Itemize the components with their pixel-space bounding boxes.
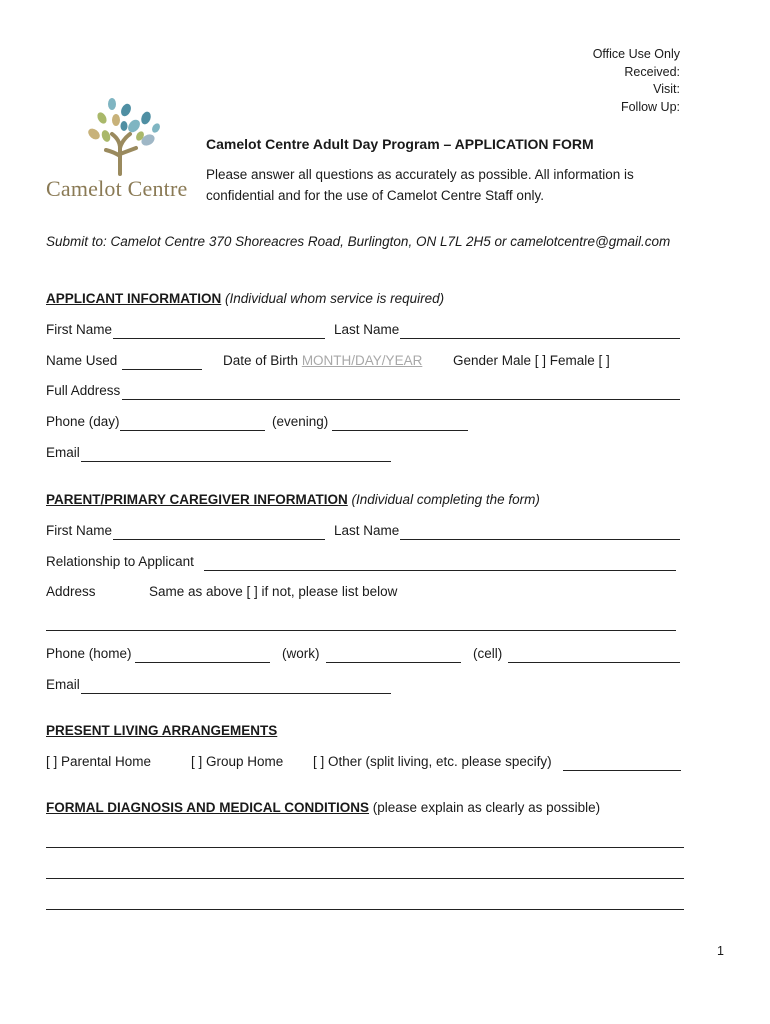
applicant-email-field[interactable] xyxy=(81,461,391,462)
office-use-title: Office Use Only xyxy=(592,47,680,61)
applicant-heading: APPLICANT INFORMATION xyxy=(46,291,222,306)
caregiver-email-field[interactable] xyxy=(81,693,391,694)
phone-evening-label: (evening) xyxy=(272,414,329,429)
applicant-first-name-label: First Name xyxy=(46,322,113,337)
gender-options[interactable]: Gender Male [ ] Female [ ] xyxy=(453,353,610,368)
caregiver-heading-row xyxy=(46,492,540,507)
phone-cell-field[interactable] xyxy=(508,662,680,663)
tree-logo-icon xyxy=(68,96,178,176)
office-visit-label: Visit: xyxy=(653,82,680,96)
phone-work-label: (work) xyxy=(282,646,320,661)
relationship-field[interactable] xyxy=(204,570,676,571)
caregiver-address-field[interactable] xyxy=(46,630,676,631)
caregiver-subheading: (Individual completing the form) xyxy=(351,492,540,507)
office-use-block xyxy=(593,46,680,116)
name-used-field[interactable] xyxy=(122,369,202,370)
living-heading: PRESENT LIVING ARRANGEMENTS xyxy=(46,723,278,738)
intro-line-2: confidential and for the use of Camelot Centre Staff only. xyxy=(206,188,544,203)
diagnosis-line-3[interactable] xyxy=(46,909,684,910)
dob-field[interactable]: MONTH/DAY/YEAR xyxy=(301,353,423,368)
phone-cell-label: (cell) xyxy=(473,646,503,661)
other-option[interactable]: [ ] Other (split living, etc. please specify) xyxy=(313,754,552,769)
page-number: 1 xyxy=(717,944,724,958)
form-title: Camelot Centre Adult Day Program – APPLICATION FORM xyxy=(206,136,594,152)
relationship-label: Relationship to Applicant xyxy=(46,554,194,569)
phone-day-label: Phone (day) xyxy=(46,414,120,429)
other-specify-field[interactable] xyxy=(563,770,681,771)
logo-text: Camelot Centre xyxy=(46,176,188,201)
office-follow-up-label: Follow Up: xyxy=(620,99,680,114)
diagnosis-subheading: (please explain as clearly as possible) xyxy=(372,800,601,815)
phone-work-field[interactable] xyxy=(326,662,461,663)
applicant-last-name-label: Last Name xyxy=(334,322,400,337)
parental-home-option[interactable]: [ ] Parental Home xyxy=(46,754,152,769)
phone-day-field[interactable] xyxy=(120,430,265,431)
applicant-first-name-field[interactable] xyxy=(113,338,325,339)
caregiver-email-label: Email xyxy=(46,677,80,692)
same-as-above-option[interactable]: Same as above [ ] if not, please list below xyxy=(149,584,398,599)
diagnosis-line-1[interactable] xyxy=(46,847,684,848)
diagnosis-heading: FORMAL DIAGNOSIS AND MEDICAL CONDITIONS xyxy=(46,800,370,815)
full-address-label: Full Address xyxy=(46,383,121,398)
caregiver-last-name-field[interactable] xyxy=(400,539,680,540)
caregiver-address-label: Address xyxy=(46,584,96,599)
phone-home-label: Phone (home) xyxy=(46,646,132,661)
full-address-field[interactable] xyxy=(122,399,680,400)
caregiver-first-name-label: First Name xyxy=(46,523,113,538)
camelot-logo xyxy=(46,96,186,206)
caregiver-last-name-label: Last Name xyxy=(334,523,400,538)
applicant-heading-row xyxy=(46,291,444,306)
office-received-label: Received: xyxy=(624,64,680,79)
submit-to: Submit to: Camelot Centre 370 Shoreacres Road, Burlington, ON L7L 2H5 or camelotcentre@gmail.com xyxy=(46,234,671,249)
dob-label-text: Date of Birth xyxy=(223,353,299,368)
phone-home-field[interactable] xyxy=(135,662,270,663)
diagnosis-heading-row xyxy=(46,800,600,815)
caregiver-first-name-field[interactable] xyxy=(113,539,325,540)
applicant-last-name-field[interactable] xyxy=(400,338,680,339)
name-used-label: Name Used xyxy=(46,353,118,368)
intro-line-1: Please answer all questions as accurately as possible. All information is xyxy=(206,167,634,182)
phone-evening-field[interactable] xyxy=(332,430,468,431)
dob-label xyxy=(223,353,422,368)
applicant-subheading: (Individual whom service is required) xyxy=(225,291,445,306)
applicant-email-label: Email xyxy=(46,445,80,460)
caregiver-heading: PARENT/PRIMARY CAREGIVER INFORMATION xyxy=(46,492,348,507)
group-home-option[interactable]: [ ] Group Home xyxy=(191,754,284,769)
diagnosis-line-2[interactable] xyxy=(46,878,684,879)
